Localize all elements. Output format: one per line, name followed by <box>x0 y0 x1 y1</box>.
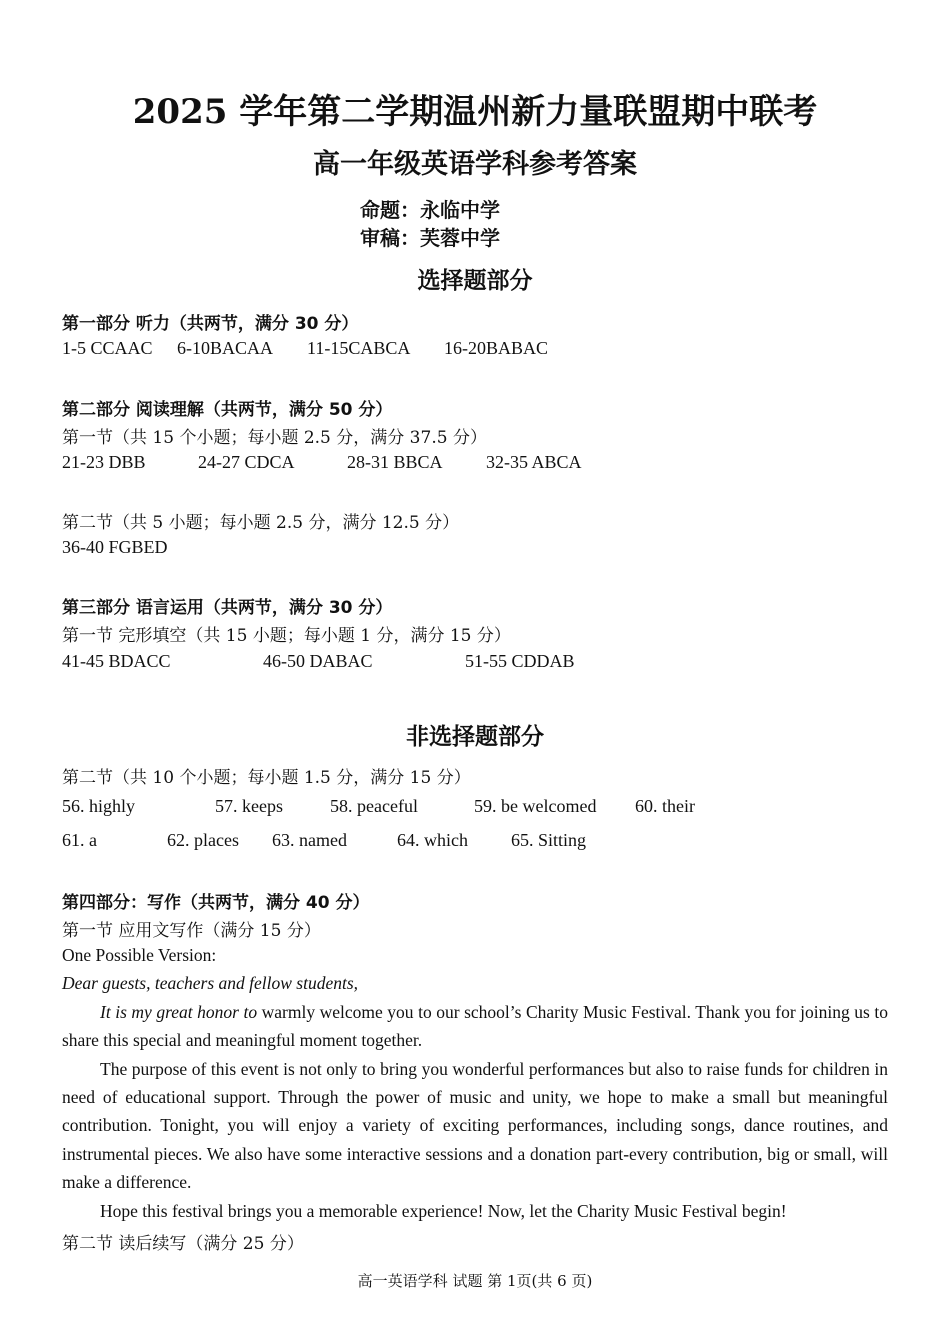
answer-group: 46-50 DABAC <box>263 651 373 671</box>
answer-group: 24-27 CDCA <box>198 452 295 472</box>
choice-section-heading: 选择题部分 <box>417 268 533 294</box>
answer-group: 51-55 CDDAB <box>465 651 575 671</box>
answer-group: 6-10BACAA <box>177 338 274 358</box>
answer-group: 11-15CABCA <box>307 338 411 358</box>
part3-title: 第三部分 语言运用（共两节，满分 30 分） <box>62 598 393 618</box>
grammar-answer: 63. named <box>272 830 347 850</box>
non-choice-section-heading: 非选择题部分 <box>406 724 544 750</box>
answer-group: 32-35 ABCA <box>486 452 582 472</box>
grammar-answer: 56. highly <box>62 796 136 816</box>
part2-title: 第二部分 阅读理解（共两节，满分 50 分） <box>62 400 393 420</box>
grammar-answer: 60. their <box>635 796 695 816</box>
reviewer-line: 审稿：芙蓉中学 <box>360 226 500 250</box>
grammar-answer: 57. keeps <box>215 796 283 816</box>
answer-group: 1-5 CCAAC <box>62 338 153 358</box>
model-essay <box>62 941 888 1225</box>
part4-title: 第四部分：写作（共两节，满分 40 分） <box>62 893 370 913</box>
grammar-answer: 59. be welcomed <box>474 796 597 816</box>
grammar-answer: 64. which <box>397 830 468 850</box>
setter-line: 命题：永临中学 <box>360 198 500 222</box>
essay-paragraph-2: The purpose of this event is not only to bring you wonderful performances but also to raise funds for children in need of educational support. Through the power of music and unity, we hope to make a small but meaningful contribution. Tonight, you will enjoy a variety of exciting performances, including songs, dance routines, and instrumental pieces. We also have some interactive sessions and a donation part-every contribution, big or small, will make a difference. <box>62 1058 888 1193</box>
page-footer: 高一英语学科 试题 第 1页(共 6 页) <box>357 1272 593 1290</box>
version-label: One Possible Version: <box>62 945 217 965</box>
essay-greeting: Dear guests, teachers and fellow students, <box>62 973 359 994</box>
part4-section2-title: 第二节 读后续写（满分 25 分） <box>62 1234 304 1254</box>
page-title: 2025 学年第二学期温州新力量联盟期中联考 <box>132 92 818 132</box>
essay-paragraph-1 <box>62 998 888 1055</box>
essay-paragraph-3: Hope this festival brings you a memorable experience! Now, let the Charity Music Festival begin! <box>100 1200 787 1221</box>
part2-section1-title: 第一节（共 15 个小题；每小题 2.5 分，满分 37.5 分） <box>62 428 487 448</box>
answer-group: 41-45 BDACC <box>62 651 171 671</box>
grammar-answer: 65. Sitting <box>511 830 587 850</box>
answer-group: 16-20BABAC <box>444 338 549 358</box>
answer-group: 28-31 BBCA <box>347 452 443 472</box>
grammar-answer: 58. peaceful <box>330 796 418 816</box>
answer-group: 21-23 DBB <box>62 452 146 472</box>
answer-group: 36-40 FGBED <box>62 537 168 557</box>
grammar-section-title: 第二节（共 10 个小题；每小题 1.5 分，满分 15 分） <box>62 768 471 788</box>
essay-opening-phrase: It is my great honor to <box>100 1001 258 1022</box>
page-subtitle: 高一年级英语学科参考答案 <box>313 149 637 180</box>
essay-paragraph-1-text: warmly welcome you to our school’s Charity Music Festival. Thank you for joining us to share this special and meaningful moment together. <box>62 1001 888 1051</box>
part3-section1-title: 第一节 完形填空（共 15 小题；每小题 1 分，满分 15 分） <box>62 626 511 646</box>
part1-title: 第一部分 听力（共两节，满分 30 分） <box>62 314 359 334</box>
part2-section2-title: 第二节（共 5 小题；每小题 2.5 分，满分 12.5 分） <box>62 513 460 533</box>
grammar-answer: 62. places <box>167 830 239 850</box>
part4-section1-title: 第一节 应用文写作（满分 15 分） <box>62 921 321 941</box>
grammar-answer: 61. a <box>62 830 97 850</box>
